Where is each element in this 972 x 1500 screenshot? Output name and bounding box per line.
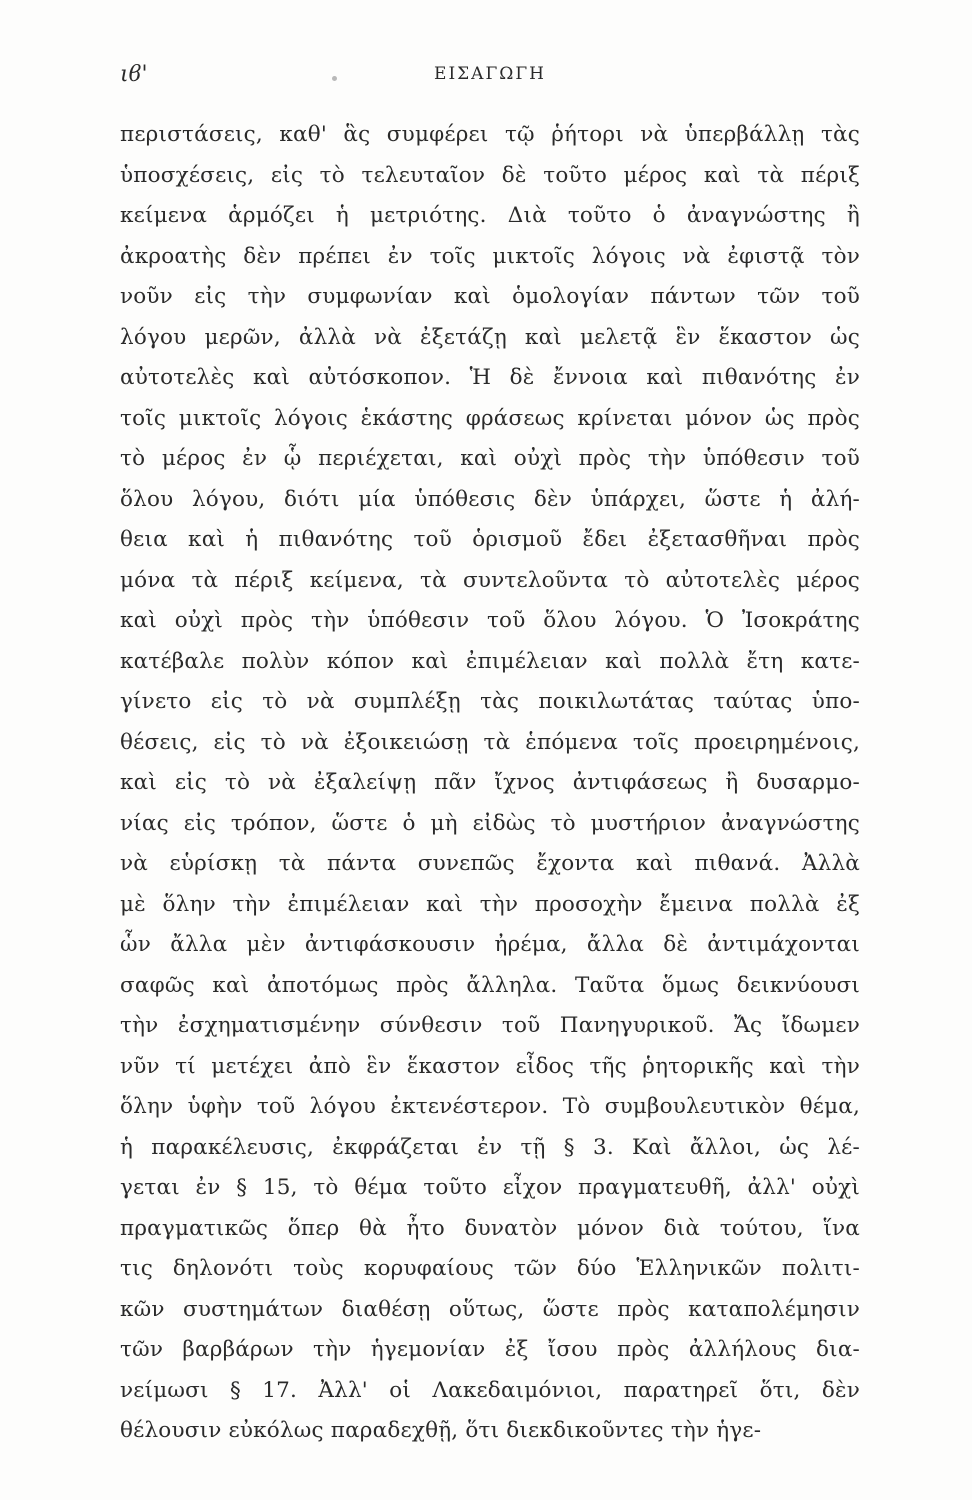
page-header [120, 62, 860, 92]
text-line: ἀκροατὴς δὲν πρέπει ἐν τοῖς μικτοῖς λόγοις νὰ ἐφιστᾷ τὸν [120, 243, 860, 269]
text-line: ὑποσχέσεις, εἰς τὸ τελευταῖον δὲ τοῦτο μέρος καὶ τὰ πέριξ [120, 162, 860, 188]
body-text [120, 115, 860, 1452]
text-line: νίας εἰς τρόπον, ὥστε ὁ μὴ εἰδὼς τὸ μυστήριον ἀναγνώστης [120, 810, 860, 836]
text-line: κείμενα ἁρμόζει ἡ μετριότης. Διὰ τοῦτο ὁ ἀναγνώστης ἢ [120, 203, 860, 228]
text-line: νοῦν εἰς τὴν συμφωνίαν καὶ ὁμολογίαν πάντων τῶν τοῦ [120, 284, 860, 309]
text-line: νείμωσι § 17. Ἀλλ' οἱ Λακεδαιμόνιοι, παρατηρεῖ ὅτι, δὲν [120, 1377, 860, 1403]
text-line: περιστάσεις, καθ' ἃς συμφέρει τῷ ῥήτορι νὰ ὑπερβάλλῃ τὰς [120, 122, 860, 147]
text-line: γεται ἐν § 15, τὸ θέμα τοῦτο εἶχον πραγματευθῆ, ἀλλ' οὐχὶ [120, 1175, 860, 1200]
text-line: ἡ παρακέλευσις, ἐκφράζεται ἐν τῇ § 3. Καὶ ἄλλοι, ὡς λέ- [120, 1134, 860, 1160]
text-line: γίνετο εἰς τὸ νὰ συμπλέξῃ τὰς ποικιλωτάτας ταύτας ὑπο- [120, 689, 860, 714]
text-line: νὰ εὑρίσκῃ τὰ πάντα συνεπῶς ἔχοντα καὶ πιθανά. Ἀλλὰ [120, 851, 860, 876]
text-line: μὲ ὅλην τὴν ἐπιμέλειαν καὶ τὴν προσοχὴν ἔμεινα πολλὰ ἐξ [120, 891, 860, 917]
text-line: θεια καὶ ἡ πιθανότης τοῦ ὁρισμοῦ ἔδει ἐξετασθῆναι πρὸς [120, 527, 860, 552]
text-line: θέσεις, εἰς τὸ νὰ ἐξοικειώσῃ τὰ ἑπόμενα τοῖς προειρημένοις, [120, 729, 860, 755]
text-line: μόνα τὰ πέριξ κείμενα, τὰ συντελοῦντα τὸ αὐτοτελὲς μέρος [120, 567, 860, 593]
text-line: λόγου μερῶν, ἀλλὰ νὰ ἐξετάζῃ καὶ μελετᾷ ἓν ἕκαστον ὡς [120, 324, 860, 350]
text-line: τὸ μέρος ἐν ᾧ περιέχεται, καὶ οὐχὶ πρὸς τὴν ὑπόθεσιν τοῦ [120, 446, 860, 471]
text-line: τοῖς μικτοῖς λόγοις ἑκάστης φράσεως κρίνεται μόνον ὡς πρὸς [120, 405, 860, 431]
running-head: ΕΙΣΑΓΩΓΗ [434, 64, 546, 84]
text-line: τῶν βαρβάρων τὴν ἡγεμονίαν ἐξ ἴσου πρὸς ἀλλήλους δια- [120, 1337, 860, 1362]
text-line: σαφῶς καὶ ἀποτόμως πρὸς ἄλληλα. Ταῦτα ὅμως δεικνύουσι [120, 972, 860, 998]
text-line: αὐτοτελὲς καὶ αὐτόσκοπον. Ἡ δὲ ἔννοια καὶ πιθανότης ἐν [120, 365, 860, 390]
text-line: θέλουσιν εὐκόλως παραδεχθῇ, ὅτι διεκδικοῦντες τὴν ἡγε- [120, 1418, 762, 1443]
text-line: ὧν ἄλλα μὲν ἀντιφάσκουσιν ἠρέμα, ἄλλα δὲ ἀντιμάχονται [120, 932, 860, 957]
text-line: κατέβαλε πολὺν κόπον καὶ ἐπιμέλειαν καὶ πολλὰ ἔτη κατε- [120, 648, 860, 674]
text-line: ὅλην ὑφὴν τοῦ λόγου ἐκτενέστερον. Τὸ συμβουλευτικὸν θέμα, [120, 1094, 860, 1119]
text-line: ὅλου λόγου, διότι μία ὑπόθεσις δὲν ὑπάρχει, ὥστε ἡ ἀλή- [120, 486, 860, 512]
page-number: ιϐ' [120, 62, 148, 87]
text-line: καὶ οὐχὶ πρὸς τὴν ὑπόθεσιν τοῦ ὅλου λόγου. Ὁ Ἰσοκράτης [120, 608, 860, 633]
text-line: καὶ εἰς τὸ νὰ ἐξαλείψῃ πᾶν ἴχνος ἀντιφάσεως ἢ δυσαρμο- [120, 770, 860, 795]
text-line: νῦν τί μετέχει ἀπὸ ἓν ἕκαστον εἶδος τῆς ῥητορικῆς καὶ τὴν [120, 1053, 860, 1079]
text-line: κῶν συστημάτων διαθέσῃ οὕτως, ὥστε πρὸς καταπολέμησιν [120, 1296, 860, 1322]
text-line: τις δηλονότι τοὺς κορυφαίους τῶν δύο Ἑλληνικῶν πολιτι- [120, 1256, 860, 1281]
text-line: τὴν ἐσχηματισμένην σύνθεσιν τοῦ Πανηγυρικοῦ. Ἄς ἴδωμεν [120, 1013, 860, 1038]
text-line: πραγματικῶς ὅπερ θὰ ἦτο δυνατὸν μόνον διὰ τούτου, ἵνα [120, 1215, 860, 1241]
